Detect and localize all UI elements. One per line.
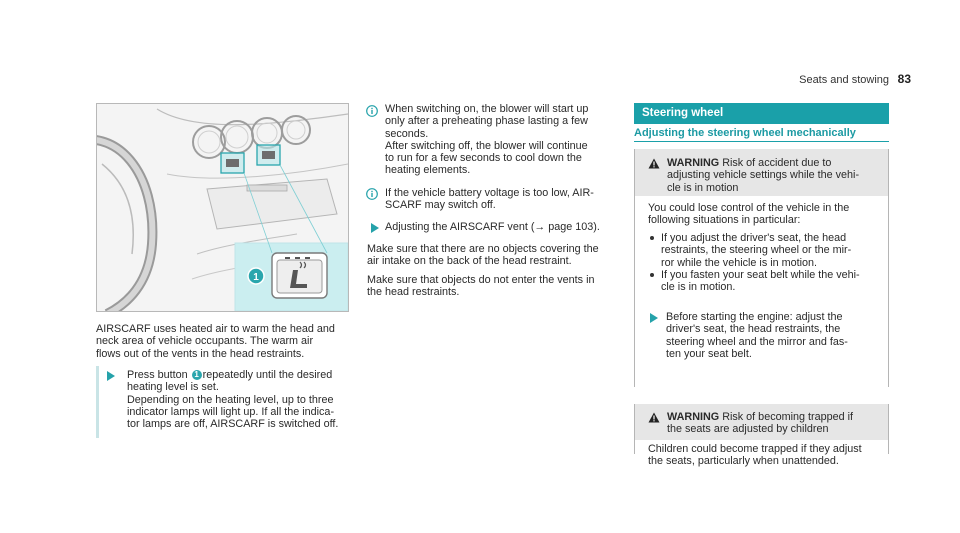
section-title: Steering wheel <box>634 103 889 124</box>
warning-body-trapped: Children could become trapped if they adjust the seats, particularly when unattended. <box>648 443 862 468</box>
step-arrow-icon <box>650 313 658 323</box>
vents-para: Make sure that objects do not enter the vents in the head restraints. <box>367 274 595 299</box>
airscarf-intro: AIRSCARF uses heated air to warm the head and neck area of vehicle occupants. The warm air flows out of the vents in the head restraints. <box>96 323 335 360</box>
warning-triangle-icon <box>648 412 660 423</box>
info-icon <box>366 105 378 117</box>
bullet <box>650 273 654 277</box>
step-arrow-icon <box>107 371 115 381</box>
bullet <box>650 236 654 240</box>
adjust-vent-step: Adjusting the AIRSCARF vent (→ page 103). <box>385 221 600 233</box>
page-number: 83 <box>897 72 911 86</box>
warning-title-trapped: WARNING Risk of becoming trapped if the seats are adjusted by children <box>667 411 854 436</box>
info-icon <box>366 188 378 200</box>
step-bar <box>96 366 99 438</box>
bullet-item: If you fasten your seat belt while the vehi- cle is in motion. <box>661 269 860 294</box>
air-intake-para: Make sure that there are no objects covering the air intake on the back of the head restraint. <box>367 243 599 268</box>
subsection-title: Adjusting the steering wheel mechanically <box>634 127 856 139</box>
battery-note: If the vehicle battery voltage is too low, AIR- SCARF may switch off. <box>385 187 594 212</box>
subsection-rule <box>634 141 889 142</box>
warning-step: Before starting the engine: adjust the driver's seat, the head restraints, the steering wheel and the mirror and fas- ten your seat belt. <box>666 311 848 360</box>
warning-triangle-icon <box>648 158 660 169</box>
bullet-item: If you adjust the driver's seat, the head restraints, the steering wheel or the mir- ror while the vehicle is in motion. <box>661 232 852 269</box>
blower-note: When switching on, the blower will start up only after a preheating phase lasting a few seconds. After switching off, the blower will continue to run for a few seconds to cool down the heating elements. <box>385 103 589 177</box>
warning-body-accident: You could lose control of the vehicle in the following situations in particular: <box>648 202 850 227</box>
press-button-step: Press button 1 repeatedly until the desired heating level is set. Depending on the heating level, up to three indicator lamps will light up. If all the indica- tor lamps are off, AIRSCARF is switched off. <box>127 369 339 431</box>
figure-callout-1: 1 <box>253 272 259 283</box>
page-link[interactable]: page 103 <box>548 221 594 233</box>
airscarf-illustration <box>96 103 349 312</box>
running-header: Seats and stowing <box>799 74 889 86</box>
step-arrow-icon <box>371 223 379 233</box>
button-1-badge: 1 <box>192 370 202 380</box>
warning-title-accident: WARNING Risk of accident due to adjusting vehicle settings while the vehi- cle is in motion <box>667 157 860 194</box>
